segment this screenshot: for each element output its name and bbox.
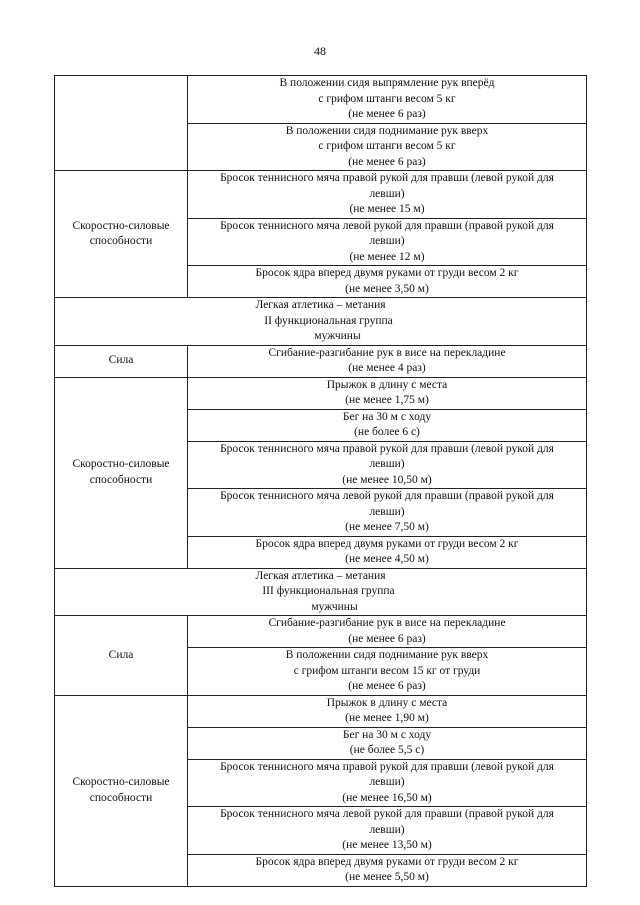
exercise-cell: Бросок теннисного мяча левой рукой для правши (правой рукой для левши) (не менее 13,50 м)	[188, 807, 587, 855]
exercise-cell: Бросок теннисного мяча левой рукой для правши (правой рукой для левши) (не менее 12 м)	[188, 218, 587, 266]
exercise-cell: Бросок теннисного мяча левой рукой для правши (правой рукой для левши) (не менее 7,50 м)	[188, 489, 587, 537]
exercise-cell: Бросок теннисного мяча правой рукой для правши (левой рукой для левши) (не менее 10,50 м)	[188, 441, 587, 489]
category-cell: Скоростно-силовые способности	[55, 695, 188, 886]
category-cell: Сила	[55, 345, 188, 377]
table-row	[55, 377, 587, 409]
exercise-cell: Бросок ядра вперед двумя руками от груди весом 2 кг (не менее 4,50 м)	[188, 536, 587, 568]
section-header-cell: Легкая атлетика – метания III функциональная группа мужчины	[55, 568, 587, 616]
exercise-cell: Бросок ядра вперед двумя руками от груди весом 2 кг (не менее 3,50 м)	[188, 266, 587, 298]
section-header-cell: Легкая атлетика – метания II функциональная группа мужчины	[55, 298, 587, 346]
exercise-cell: Прыжок в длину с места (не менее 1,90 м)	[188, 695, 587, 727]
exercise-cell: В положении сидя выпрямление рук вперёд с грифом штанги весом 5 кг (не менее 6 раз)	[188, 76, 587, 124]
exercise-cell: В положении сидя поднимание рук вверх с грифом штанги весом 5 кг (не менее 6 раз)	[188, 123, 587, 171]
table-row	[55, 695, 587, 727]
table-row	[55, 171, 587, 219]
norms-table	[54, 75, 587, 887]
exercise-cell: Бросок теннисного мяча правой рукой для правши (левой рукой для левши) (не менее 15 м)	[188, 171, 587, 219]
table-row	[55, 616, 587, 648]
exercise-cell: Сгибание-разгибание рук в висе на перекладине (не менее 6 раз)	[188, 616, 587, 648]
category-cell: Скоростно-силовые способности	[55, 377, 188, 568]
exercise-cell: Бег на 30 м с ходу (не более 5,5 с)	[188, 727, 587, 759]
exercise-cell: Бросок теннисного мяча правой рукой для правши (левой рукой для левши) (не менее 16,50 м)	[188, 759, 587, 807]
page-number: 48	[314, 44, 326, 58]
exercise-cell: В положении сидя поднимание рук вверх с грифом штанги весом 15 кг от груди (не менее 6 раз)	[188, 648, 587, 696]
exercise-cell: Бросок ядра вперед двумя руками от груди весом 2 кг (не менее 5,50 м)	[188, 854, 587, 886]
exercise-cell: Бег на 30 м с ходу (не более 6 с)	[188, 409, 587, 441]
section-header-row	[55, 568, 587, 616]
category-cell: Сила	[55, 616, 188, 696]
table-row	[55, 345, 587, 377]
exercise-cell: Сгибание-разгибание рук в висе на перекладине (не менее 4 раз)	[188, 345, 587, 377]
table-row	[55, 76, 587, 124]
category-cell: Скоростно-силовые способности	[55, 171, 188, 298]
category-cell	[55, 76, 188, 171]
exercise-cell: Прыжок в длину с места (не менее 1,75 м)	[188, 377, 587, 409]
section-header-row	[55, 298, 587, 346]
